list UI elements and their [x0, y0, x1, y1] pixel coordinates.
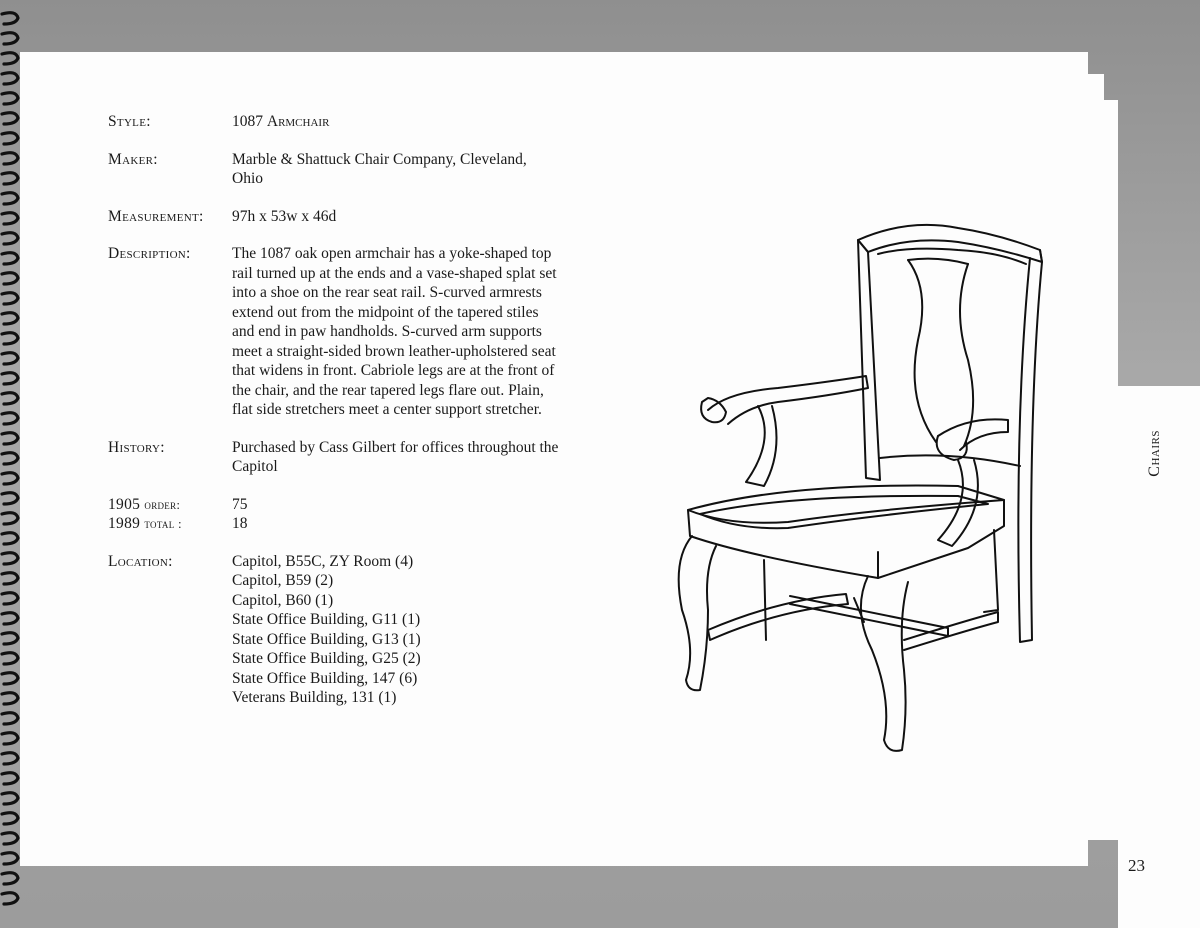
order-1905-label: 1905 order: — [108, 495, 181, 513]
measurement-row — [108, 207, 598, 227]
style-row — [108, 112, 598, 132]
measurement-label: Measurement: — [108, 207, 204, 225]
location-item: Capitol, B59 (2) — [232, 572, 334, 589]
page-number: 23 — [1128, 856, 1145, 875]
style-number: 1087 — [232, 113, 263, 130]
history-text: Purchased by Cass Gilbert for offices throughout the Capitol — [232, 438, 559, 475]
location-row — [108, 552, 598, 708]
history-label: History: — [108, 438, 165, 456]
maker-label: Maker: — [108, 150, 158, 168]
location-item: State Office Building, G13 (1) — [232, 630, 421, 648]
history-row — [108, 438, 598, 477]
maker-value: Marble & Shattuck Chair Company, Cleveland, Ohio — [232, 150, 527, 187]
maker-row — [108, 150, 598, 189]
location-label: Location: — [108, 552, 173, 570]
location-item: State Office Building, G11 (1) — [232, 611, 421, 628]
order-1905-value: 75 — [232, 495, 248, 513]
description-text: The 1087 oak open armchair has a yoke-shaped top rail turned up at the ends and a vase-shaped splat set into a shoe on the rear seat rail. S-curved armrests extend out from the midpoint of the tapered stiles and end in paw handholds. S-curved arm supports meet a straight-sided brown leather-upholstered seat that widens in front. Cabriole legs are at the front of the chair, and the rear tapered legs flare out. Plain, flat side stretchers meet a center support stretcher. — [232, 245, 557, 418]
location-item: Capitol, B60 (1) — [232, 591, 334, 609]
location-item: Capitol, B55C, ZY Room (4) — [232, 552, 414, 570]
section-tab-label: Chairs — [1146, 430, 1163, 477]
location-item: State Office Building, 147 (6) — [232, 669, 418, 687]
page-tab-edge — [1088, 52, 1200, 928]
armchair-illustration — [668, 210, 1058, 770]
location-item: State Office Building, G25 (2) — [232, 650, 421, 667]
style-name: Armchair — [266, 113, 330, 130]
location-item: Veterans Building, 131 (1) — [232, 689, 397, 706]
description-row — [108, 244, 598, 420]
total-1989-value: 18 — [232, 515, 248, 532]
catalog-entry — [108, 112, 598, 726]
description-label: Description: — [108, 245, 191, 262]
measurement-value: 97h x 53w x 46d — [232, 207, 337, 225]
location-list — [232, 552, 598, 708]
style-label: Style: — [108, 113, 151, 130]
counts-row — [108, 495, 598, 534]
total-1989-label: 1989 total : — [108, 515, 182, 532]
